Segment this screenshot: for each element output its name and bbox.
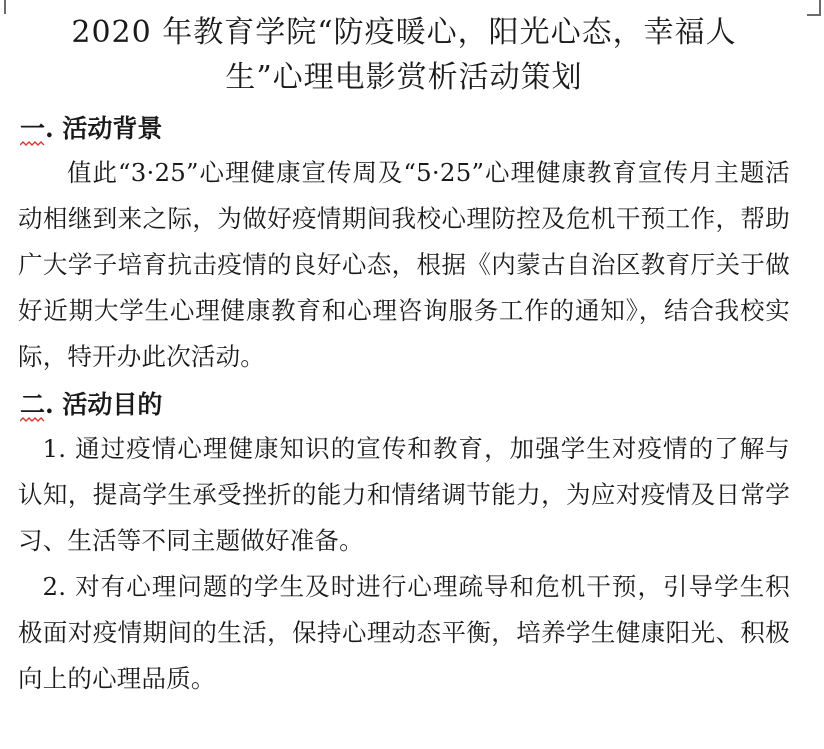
page-edge-mark-right-horizontal bbox=[807, 14, 821, 16]
paragraph: 1. 通过疫情心理健康知识的宣传和教育，加强学生对疫情的了解与认知，提高学生承受挫折的能力和情绪调节能力，为应对疫情及日常学习、生活等不同主题做好准备。 bbox=[18, 434, 790, 555]
section-activity-purpose bbox=[18, 382, 790, 702]
section-activity-background bbox=[18, 106, 790, 380]
section-heading bbox=[18, 110, 162, 148]
paragraph: 2. 对有心理问题的学生及时进行心理疏导和危机干预，引导学生积极面对疫情期间的生活，保持心理动态平衡，培养学生健康阳光、积极向上的心理品质。 bbox=[18, 572, 790, 693]
section-heading-text: 二. 活动目的 bbox=[20, 390, 163, 419]
paragraph: 值此“3·25”心理健康宣传周及“5·25”心理健康教育宣传月主题活动相继到来之际，为做好疫情期间我校心理防控及危机干预工作，帮助广大学子培育抗击疫情的良好心态，根据《内蒙古自治区教育厅关于做好近期大学生心理健康教育和心理咨询服务工作的通知》，结合我校实际，特开办此次活动。 bbox=[18, 158, 790, 371]
page-title: 2020 年教育学院“防疫暖心，阳光心态，幸福人生”心理电影赏析活动策划 bbox=[71, 15, 737, 95]
spellcheck-underline-icon bbox=[20, 417, 46, 422]
spellcheck-underline-icon bbox=[20, 141, 46, 146]
page-edge-mark-left bbox=[4, 0, 6, 14]
section-heading-text: 一. 活动背景 bbox=[20, 114, 163, 143]
section-heading bbox=[18, 386, 162, 424]
